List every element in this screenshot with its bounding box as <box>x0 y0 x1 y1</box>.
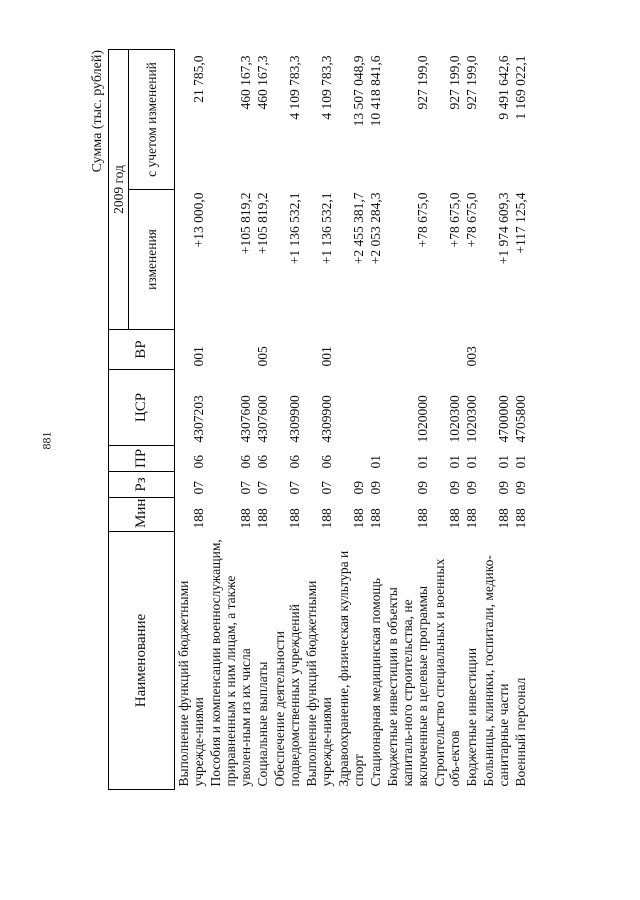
cell-total: 10 418 841,6 <box>368 55 383 127</box>
cell-vr <box>431 330 463 370</box>
cell-rz: 09 <box>415 481 430 495</box>
cell-change: +1 136 532,1 <box>287 192 302 265</box>
header-pr: ПР <box>109 446 175 472</box>
cell-change: +1 974 609,3 <box>496 192 511 265</box>
cell-total: 21 785,0 <box>191 55 206 103</box>
cell-csr: 4309900 <box>287 395 302 443</box>
cell-change: +13 000,0 <box>191 192 206 248</box>
cell-min: 188 <box>496 508 511 529</box>
cell-pr: 01 <box>513 455 528 469</box>
cell-pr: 06 <box>191 455 206 469</box>
cell-rz: 09 <box>351 481 366 495</box>
cell-vr <box>512 330 529 370</box>
header-changes: изменения <box>129 190 175 330</box>
cell-pr: 06 <box>319 455 334 469</box>
cell-min: 188 <box>415 508 430 529</box>
table-row <box>271 50 303 790</box>
cell-vr <box>271 330 303 370</box>
header-csr: ЦСР <box>109 370 175 446</box>
cell-name: Выполнение функций бюджетными учрежде-ниями <box>176 580 206 787</box>
cell-rz: 07 <box>287 481 302 495</box>
cell-min: 188 <box>464 508 479 529</box>
cell-min: 188 <box>255 508 270 529</box>
cell-change: +105 819,2 <box>255 192 270 255</box>
cell-csr: 4307600 <box>238 395 253 443</box>
cell-vr: 003 <box>464 346 479 367</box>
cell-pr: 06 <box>287 455 302 469</box>
cell-name: Стационарная медицинская помощь <box>368 578 383 787</box>
cell-csr: 4700000 <box>496 395 511 443</box>
cell-name: Обеспечение деятельности подведомственных учреждений <box>272 604 302 787</box>
header-name: Наименование <box>109 532 175 790</box>
cell-pr: 06 <box>255 455 270 469</box>
cell-name: Больницы, клиники, госпитали, медико-санитарные части <box>481 555 511 787</box>
cell-min: 188 <box>319 508 334 529</box>
cell-total: 460 167,3 <box>238 55 253 110</box>
cell-total: 13 507 048,9 <box>351 55 366 127</box>
cell-rz: 09 <box>368 481 383 495</box>
cell-change: +78 675,0 <box>447 192 462 248</box>
cell-total: 4 109 783,3 <box>287 55 302 120</box>
table-row <box>335 50 367 790</box>
table-row <box>431 50 463 790</box>
cell-min: 188 <box>447 508 462 529</box>
header-year: 2009 год <box>109 50 129 330</box>
cell-name: Социальные выплаты <box>255 661 270 787</box>
cell-pr: 01 <box>464 455 479 469</box>
table-row <box>512 50 529 790</box>
header-with-changes: с учетом изменений <box>129 50 175 190</box>
cell-change: +105 819,2 <box>238 192 253 255</box>
table-row <box>384 50 431 790</box>
cell-change: +78 675,0 <box>464 192 479 248</box>
cell-name: Пособия и компенсации военнослужащим, приравненным к ним лицам, а также уволен-ным из их числа <box>208 539 253 787</box>
cell-csr: 1020300 <box>464 395 479 443</box>
cell-total: 927 199,0 <box>447 55 462 110</box>
table-row <box>463 50 480 790</box>
cell-rz: 09 <box>447 481 462 495</box>
table-row <box>367 50 384 790</box>
cell-min: 188 <box>351 508 366 529</box>
rotated-page-content <box>90 50 570 790</box>
cell-pr: 06 <box>238 455 253 469</box>
cell-rz: 09 <box>496 481 511 495</box>
header-vr: ВР <box>109 330 175 370</box>
table-row <box>480 50 512 790</box>
cell-csr <box>335 370 367 446</box>
cell-total: 9 491 642,6 <box>496 55 511 120</box>
page-number: 881 <box>39 431 54 450</box>
cell-change: +117 125,4 <box>513 192 528 254</box>
cell-total: 1 169 022,1 <box>513 55 528 120</box>
cell-pr <box>335 446 367 472</box>
cell-vr <box>335 330 367 370</box>
cell-change: +1 136 532,1 <box>319 192 334 265</box>
cell-csr: 1020000 <box>415 395 430 443</box>
cell-vr <box>207 330 254 370</box>
cell-vr <box>384 330 431 370</box>
cell-pr: 01 <box>496 455 511 469</box>
cell-total: 460 167,3 <box>255 55 270 110</box>
cell-min: 188 <box>238 508 253 529</box>
table-row <box>207 50 254 790</box>
table-row <box>303 50 335 790</box>
header-rz: Рз <box>109 472 175 498</box>
cell-rz: 07 <box>255 481 270 495</box>
cell-total: 927 199,0 <box>464 55 479 110</box>
cell-total: 927 199,0 <box>415 55 430 110</box>
cell-csr: 4307203 <box>191 395 206 443</box>
cell-name: Военный персонал <box>513 677 528 787</box>
cell-min: 188 <box>191 508 206 529</box>
cell-name: Бюджетные инвестиции <box>464 647 479 787</box>
cell-min: 188 <box>368 508 383 529</box>
units-caption: Сумма (тыс. рублей) <box>90 50 105 173</box>
cell-rz: 07 <box>238 481 253 495</box>
table-row <box>175 50 208 790</box>
cell-vr <box>480 330 512 370</box>
budget-table <box>108 49 529 790</box>
cell-pr: 01 <box>415 455 430 469</box>
cell-name: Выполнение функций бюджетными учрежде-ниями <box>304 580 334 787</box>
cell-min: 188 <box>513 508 528 529</box>
cell-csr: 4705800 <box>513 395 528 443</box>
cell-change: +2 053 284,3 <box>368 192 383 265</box>
header-min: Мин <box>109 498 175 532</box>
cell-csr: 4307600 <box>255 395 270 443</box>
cell-rz: 07 <box>191 481 206 495</box>
cell-rz: 09 <box>513 481 528 495</box>
cell-pr: 01 <box>368 455 383 469</box>
cell-vr: 001 <box>319 346 334 367</box>
cell-change: +2 455 381,7 <box>351 192 366 265</box>
cell-vr: 001 <box>191 346 206 367</box>
cell-total: 4 109 783,3 <box>319 55 334 120</box>
cell-rz: 07 <box>319 481 334 495</box>
cell-pr: 01 <box>447 455 462 469</box>
cell-rz: 09 <box>464 481 479 495</box>
cell-vr <box>367 330 384 370</box>
cell-vr: 005 <box>255 346 270 367</box>
cell-name: Строительство специальных и военных объ-ектов <box>432 558 462 787</box>
cell-name: Бюджетные инвестиции в объекты капиталь-ного строительства, не включенные в целевые программы <box>385 585 430 787</box>
cell-name: Здравоохранение, физическая культура и спорт <box>336 550 366 787</box>
cell-csr: 1020300 <box>447 395 462 443</box>
cell-change: +78 675,0 <box>415 192 430 248</box>
table-row <box>254 50 271 790</box>
cell-csr: 4309900 <box>319 395 334 443</box>
cell-min: 188 <box>287 508 302 529</box>
cell-csr <box>367 370 384 446</box>
